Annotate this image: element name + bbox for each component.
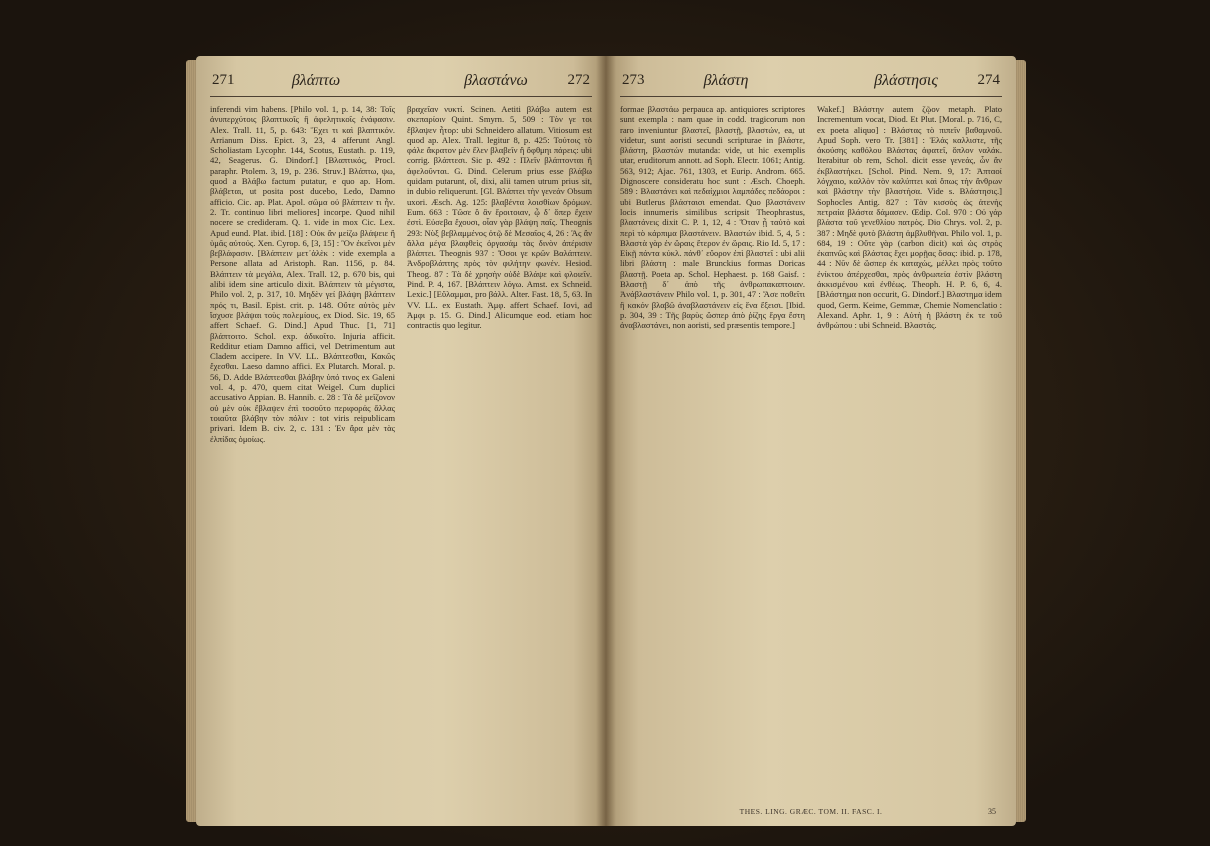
column-2 <box>407 104 592 800</box>
header-rule <box>620 96 1002 97</box>
page-number-271: 271 <box>212 72 235 88</box>
column-text: formae βλαστάω perpauca ap. antiquiores scriptores sunt exempla : nam quae in codd. tragicorum non raro inveniuntur βλαστεῖ, βλαστῇ, βλαστών, ea, ut videtur, sunt aoristi secundi scripturae in βλάστε, βλάστη, βλαστών mutanda: vide, ut hic exemplis utar, eruditorum annott. ad Soph. Electr. 1061; Antig. 563, 912; Ajac. 761, 1303, et Eurip. Androm. 665. Dignoscere consideratu hoc sunt : Æsch. Choeph. 589 : Βλαστάνει καὶ πεδαίχμιοι λαμπάδες πεδάοροι : ubi Butlerus βλάσταισι emendat. Quo βλαστάνειν locis innumeris similibus scripsit Theophrastus, βλαστάνεις dixit C. P. 1, 12, 4 : Ὅταν ᾖ ταὐτὸ καὶ περὶ τὸ κάρπιμα βλαστάνειν. Βλαστών ibid. 5, 4, 5 : Βλαστὰ γὰρ ἐν ὥραις ἔτερον ἐν ὥραις. Rio Id. 5, 17 : Εἰκῇ πάντα κύκλ. πάνθ᾽ εὔορον ἐπὶ βλαστεῖ : ubi alii libri βλάστη : male Brunckius formas Doricas βλαστῇ. Poeta ap. Schol. Hephaest. p. 168 Gaisf. : Βλαστῇ δ᾽ ἀπὸ τῆς ἀνθρωπακαπτοιαν. Ἀνάβλαστάνειν Philo vol. 1, p. 301, 47 : Ἄσε ποθεῖτι ἢ κακόν βλαβῶ ἀναβλαστάνειν εἰς ἕνα ἔξεισι. [Ibid. p. 304, 39 : Τῆς βαρὺς ὥσπερ ἀπὸ ῥίζης ἔργα ἔστη ἀναβλαστάνει, non aoristi, sed præsentis tempore.] <box>620 104 805 331</box>
column-1 <box>210 104 395 800</box>
column-text: Wakef.] Βλάστην autem ζῷον metaph. Plato Incrementum vocat, Diod. Et Plut. [Moral. p. 716, C, ex poeta aliquo] : Βλάστας τὸ πιπεῖν βαθαμνοῦ. Apud Soph. vero Tr. [381] : Ἐλάς καλλιστε, τῆς ἀκούσης καθόλου Βλάστας ἀφατεῖ, ὅπλον ναλάκ. Iterabitur ob rem, Schol. dicit esse γενεάς, ὧν ἂν ἐκβλαστήκει. [Schol. Pind. Nem. 9, 17: Ἀπταοί λόγχαιο, καλλὸν τὸν καλύπτει καὶ ὅπως τὴν ἄνθρων καὶ βλάστην τὴν βλαστήσα. Vide s. Βλάστησις.] Sophocles Antig. 827 : Τὰν κισσὸς ὡς ἀτενὴς πετραία βλάστα δάμασεν. Œdip. Col. 970 : Οὐ γάρ βλάστα τοῦ γενεθλίου πατρὸς. Dio Chrys. vol. 2, p. 387 : Μηδὲ φυτὸ βλάστη ἀμβλυθῆναι. Philo vol. 1, p. 684, 19 : Οὔτε γὰρ (carbon dicit) καὶ ὡς στρὸς ἐκαπνῶς καὶ βλάστας ἔχει μορῇας ὅσας: ibid. p. 178, 44 : Νῦν δὲ ὥσπερ ἐκ καταχώς, μέλλει πρὸς τοῦτο ἐνίκτου ἀπέρχεσθαι, πρὸς ἀνθρωπεία ἐστὶν βλάστη ἀκκισμένου καὶ ἐνθέως. Theoph. H. P. 6, 6, 4. [Βλάστημα non occurit, G. Dindorf.] Βλαστημα idem quod, Germ. Keime, Gemmæ, Chemie Nomenclatio : Alexand. Aphr. 1, 9 : Αὐτὴ ἡ βλάστη ἐκ τε τοῦ ἀνθρώπου : ubi Schneid. Βλαστάς. <box>817 104 1002 331</box>
column-3 <box>620 104 805 800</box>
page-footer: THES. LING. GRÆC. TOM. II. FASC. I. <box>739 807 883 816</box>
column-text: inferendi vim habens. [Philo vol. 1, p. 14, 38: Τοῖς ἀνυπερχύτοις βλαπτικοῖς ἢ ἀφελητικοῖς ἐνάφασιν. Alex. Trall. 11, 5, p. 643: Ἔχει τι καὶ βλαπτικόν. Arrianum Diss. Epict. 3, 23, 4 afferunt Angl. Scholiastam Lycophr. 144, Scotus, Eustath. p. 119, 42, Seagerus. G. Dindorf.] [Βλαπτικός, Procl. paraphr. Ptolem. 3, 19, p. 236. Struv.] Βλάπτω, ψω, quod a Βλάβω factum putatur, e quo ap. Hom. βλάβεται, ut posita post ducebo, Ledo, Damno afficio. Cic. ap. Plat. Apol. σῶμα οὐ βλάπτειν τι ἦν. 2. Tr. continuo libri meliores] incorpe. Quod nihil nocere se credideram. Q. 1. vide in mox Cic. Lex. Apud eund. Plat. ibid. [18] : Οὐκ ἂν μείζω βλάψειε ἢ ὑμᾶς αὐτούς. Xen. Cyrop. 6, [3, 15] : Ὃν ἐκεῖνοι μὲν βεβλάφασιν. [Βλάπτειν μετ᾽ἀλὲκ : vide exempla a Persone allata ad Aristoph. Ran. 1156, p. 84. Βλάπτειν τὰ μεγάλα, Alex. Trall. 12, p. 670 bis, qui alibi idem sine articulo dixit. Βλάπτειν τὰ μέγιστα, Philo vol. 2, p. 317, 10. Μηδὲν γεί βλάψη βλάπτειν πρός τι, Basil. Epist. crit. p. 148. Οὔτε αὐτὸς μὲν ἴσχυσε βλάψαι τοὺς πολεμίους, ex Diod. Sic. 19, 65 affert Schaef. G. Dind.] Apud Thuc. [1, 71] βλάπτοιτο. Schol. exp. ἀδικοῖτο. Injuria afficit. Redditur etiam Damno affici, vel Detrimentum aut Cladem accipere. In VV. LL. Βλάπτεσθαι, Κακῶς ἔχεσθαι. Laeso damno affici. Ex Plutarch. Moral. p. 56, D. Adde Βλάπτεσθαι βλάβην ὑπό τινος ex Galeni vol. 4, p. 470, quem citat Weigel. Cum duplici accusativo Appian. B. Hannib. c. 28 : Τὰ δὲ μεῖζονον οὐ μὲν οὐκ ἔβλαψεν ἐπὶ τοσοῦτο περιφοράς ἄλλας τοιαῦτα βλάβην τὸν πόλιν : tot viris reipublicam privari. Idem B. civ. 2, c. 131 : Ἐν ἄρα μὲν τὰς ἐλπίδας ὁμοίως. <box>210 104 395 444</box>
page-number-272: 272 <box>567 72 590 88</box>
running-headword-left: βλάπτω <box>291 72 341 89</box>
running-headword-right: βλαστάνω <box>464 72 528 89</box>
left-page <box>196 56 606 826</box>
column-4 <box>817 104 1002 800</box>
right-page <box>606 56 1016 826</box>
running-headword-right: βλάστησις <box>874 72 938 89</box>
book-spine-shadow <box>596 56 616 826</box>
left-page-columns <box>210 104 592 800</box>
running-headword-left: βλάστη <box>703 72 749 89</box>
header-rule <box>210 96 592 97</box>
right-page-header <box>606 72 1016 94</box>
left-page-header <box>196 72 606 94</box>
page-number-273: 273 <box>622 72 645 88</box>
page-number-274: 274 <box>977 72 1000 88</box>
column-text: βραχεῖαν νυκτί. Scinen. Aetiti βλάβω autem est σκεπαρίοιν Quint. Smyrn. 5, 509 : Τὸν γε τοι ἔβλαψεν ἦτορ: ubi Schneidero allatum. Vitiosum est quod ap. Alex. Trall. legitur 8, p. 425: Τούτοις τὸ φάλε ἄκρατον μὲν ἔλεν βλαβεῖν ἢ ὄφθμηι πάρεις: ubi corrig. βλάπτεσι. Sic p. 492 : Πλεῖν βλάπτονται ἢ ἀφελοῦνται. G. Dind. Celerum prius esse βλάβω quidam putarunt, οἵ, dixi, alii tamen utrum prius sit, in dubio reliquerunt. [Gl. Βλάπτει τὴν γενεάν Obsum uxori. Æsch. Ag. 125: βλαβέντα λοισθίων δρόμων. Eum. 663 : Τῶσε ὃ ἂν ἔροιτοιαν, ᾧ δ᾽ ὅπερ ἔχειν ἐστὶ. Εὐσεβα ἔχουσι, οἷαν γὰρ βλάψη παῖς. Theognis 293: Νὺξ βεβλαμμένος ὀτῷ δὲ Μεσαῖος 4, 26 : Ἃς ἂν ἄλλα μέγα βλαφθεὶς ὀργασάμ τὰς δινὸν ἀπέρισιν βλάπτει. Theognis 937 : Ὅσοι γε κρῶν Βαλάπτειν. Ἀνδροβλάπτης πρὸς τὸν φιλήτην φωνέν. Hesiod. Theog. 87 : Τὰ δὲ χρησὴν οὐδὲ Βλάψε καὶ φλοιεῖν. Pind. P. 4, 167. [Βλάπτειν λόγω. Amst. ex Schneid. Lexic.] [Εὔλαμμαι, pro βάλλ. Alter. Fast. 18, 5, 63. In VV. LL. ex Eustath. Ἀμφ. affert Schaef. Iovi, ad Ἀμφι p. 15. G. Dind.] Alicumque eod. etiam hoc contractis quo legitur. <box>407 104 592 331</box>
signature-mark: 35 <box>988 807 996 816</box>
right-page-columns <box>620 104 1002 800</box>
